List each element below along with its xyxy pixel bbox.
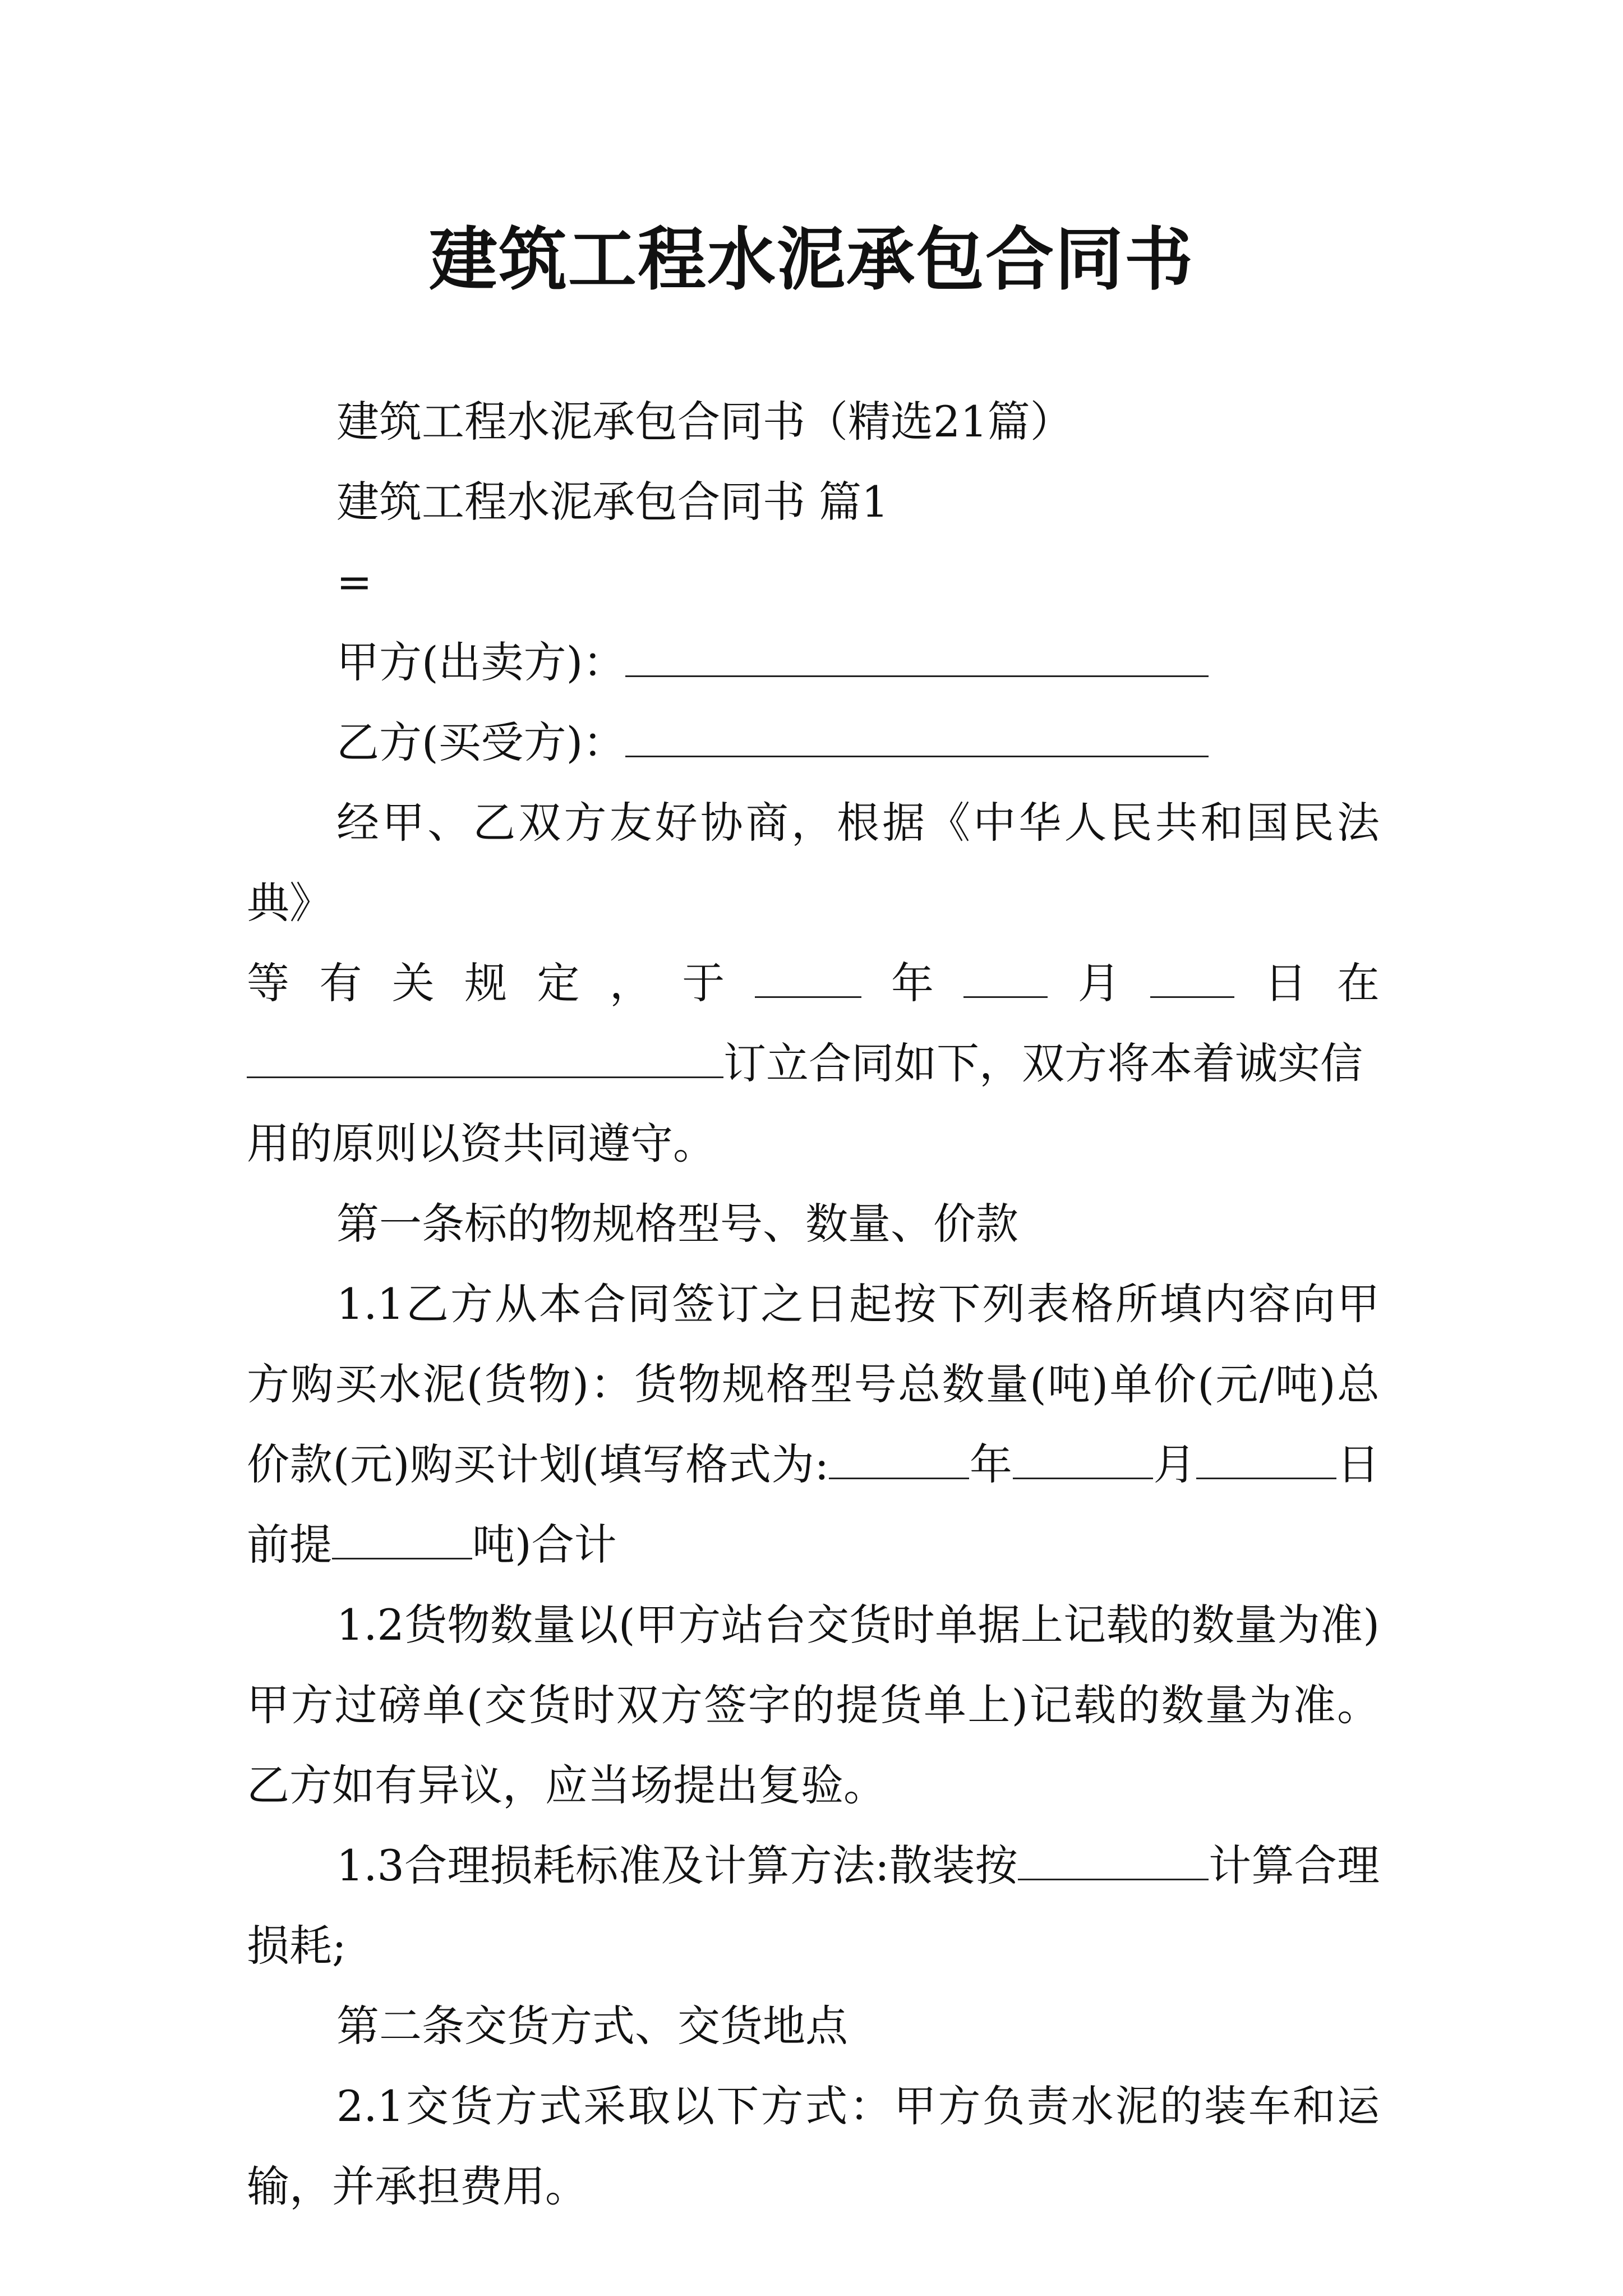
eq-mark: = <box>336 557 372 607</box>
plan-day-label: 日前提 <box>247 1439 1380 1570</box>
clause-1-3 <box>247 1825 1380 1986</box>
intro-char: 规 <box>464 958 508 1008</box>
party-a-line <box>247 622 1380 702</box>
clause-2-1: 2.1交货方式采取以下方式：甲方负责水泥的装车和运输，并承担费用。 <box>247 2081 1380 2211</box>
intro-part3: 订立合同如下，双方将本着诚实信 <box>723 1038 1363 1088</box>
intro-line-4: 用的原则以资共同遵守。 <box>247 1119 716 1168</box>
plan-day-blank[interactable] <box>1196 1444 1336 1479</box>
plan-tons-label: 吨)合计 <box>472 1520 617 1570</box>
intro-char: ， <box>609 958 652 1008</box>
loss-standard-blank[interactable] <box>1018 1845 1209 1880</box>
plan-year-label: 年 <box>969 1439 1013 1489</box>
subtitle: 建筑工程水泥承包合同书（精选21篇） <box>336 397 1073 447</box>
section-heading: 建筑工程水泥承包合同书 篇1 <box>336 477 889 527</box>
party-b-blank[interactable] <box>625 722 1209 757</box>
plan-month-blank[interactable] <box>1013 1444 1153 1479</box>
clause-1-2: 1.2货物数量以(甲方站台交货时单据上记载的数量为准)甲方过磅单(交货时双方签字的提货单上)记载的数量为准。乙方如有异议，应当场提出复验。 <box>247 1600 1380 1810</box>
article-2-title: 第二条交货方式、交货地点 <box>336 2001 848 2051</box>
intro-char: 于 <box>682 958 725 1008</box>
intro-char: 关 <box>391 958 435 1008</box>
document-body <box>247 381 1380 2226</box>
clause-1-1-text: 1.1乙方从本合同签订之日起按下列表格所填内容向甲方购买水泥(货物)：货物规格型号总数量(吨)单价(元/吨)总价款(元)购买计划(填写格式为: <box>247 1279 1380 1489</box>
clause-1-3-text-b: 计算合理损耗; <box>247 1841 1380 1971</box>
plan-tons-blank[interactable] <box>332 1524 472 1559</box>
year-label: 年 <box>891 958 934 1008</box>
date-day-blank[interactable] <box>1150 963 1234 998</box>
party-b-line <box>247 702 1380 783</box>
intro-line-1: 经甲、乙双方友好协商，根据《中华人民共和国民法典》 <box>247 798 1380 928</box>
clause-1-1 <box>247 1264 1380 1585</box>
party-a-blank[interactable] <box>625 642 1209 677</box>
party-b-label: 乙方(买受方)： <box>336 717 626 767</box>
document-title: 建筑工程水泥承包合同书 <box>429 220 1194 300</box>
month-label: 月 <box>1077 958 1121 1008</box>
intro-char: 定 <box>537 958 580 1008</box>
clause-1-3-text-a: 1.3合理损耗标准及计算方法:散装按 <box>336 1841 1018 1890</box>
article-1-title: 第一条标的物规格型号、数量、价款 <box>336 1199 1018 1249</box>
plan-year-blank[interactable] <box>829 1444 969 1479</box>
plan-month-label: 月 <box>1152 1439 1197 1489</box>
intro-line-2 <box>247 943 1380 1023</box>
intro-line-3 <box>247 1023 1380 1103</box>
date-year-blank[interactable] <box>755 963 861 998</box>
intro-char: 等 <box>247 958 289 1008</box>
sign-place-blank[interactable] <box>247 1043 723 1078</box>
date-month-blank[interactable] <box>963 963 1048 998</box>
day-label: 日 <box>1264 958 1307 1008</box>
zai-label: 在 <box>1336 958 1380 1008</box>
intro-char: 有 <box>319 958 362 1008</box>
party-a-label: 甲方(出卖方)： <box>336 637 626 687</box>
